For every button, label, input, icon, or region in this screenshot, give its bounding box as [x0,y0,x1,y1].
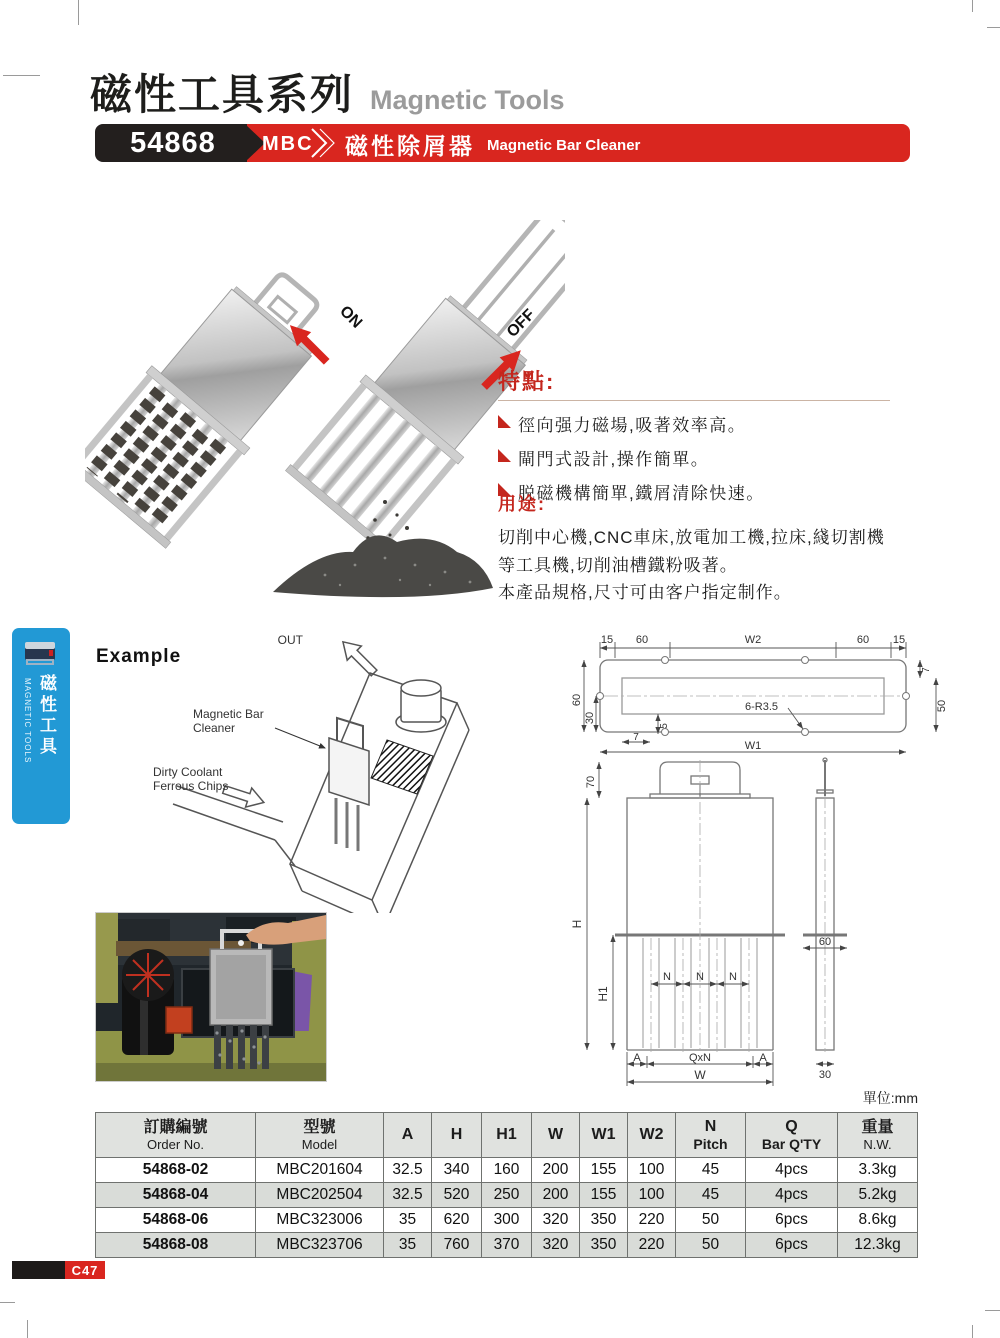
table-row: 54868-02 MBC201604 32.5 340 160 200 155 100 45 4pcs 3.3kg [96,1158,918,1183]
col-h: H [432,1113,482,1158]
sidebar-tab-label-cjk: 磁性工具 [37,674,56,758]
page-header [90,62,565,122]
table-row: 54868-08 MBC323706 35 760 370 320 350 220 50 6pcs 12.3kg [96,1233,918,1258]
col-h1: H1 [482,1113,532,1158]
dim-w2: W2 [744,634,762,646]
coolant-trough [290,673,469,913]
dim-w: W [694,1068,706,1082]
inflow-chute [173,786,295,866]
pitch-n2: N [696,971,704,983]
table-row: 54868-04 MBC202504 32.5 520 250 200 155 100 45 4pcs 5.2kg [96,1183,918,1208]
cleaner-label-line2: Cleaner [193,721,236,735]
dim-right-7: 7 [921,667,932,673]
feature-text: 脱磁機構簡單,鐵屑清除快速。 [518,484,765,503]
example-diagram [135,618,495,913]
usage-text-1: 切削中心機,CNC車床,放電加工機,拉床,綫切割機等工具機,切削油槽鐵粉吸著。 [498,528,885,575]
usage-section [498,490,902,607]
out-arrow-icon [336,635,381,680]
dim-70: 70 [585,775,597,789]
triangle-bullet-icon [498,449,511,462]
drawing-front-side-view [565,752,960,1097]
dim-60-right: 60 [856,634,870,646]
dim-15-right: 15 [892,634,906,646]
footer-bar [12,1261,65,1279]
dim-a-left: A [633,1052,641,1064]
inflow-label-line1: Dirty Coolant [153,765,223,779]
hole-note: 6-R3.5 [745,701,779,713]
crop-mark [987,27,1000,28]
product-name-cjk: 磁性除屑器 [345,133,475,159]
dim-left-30: 30 [584,711,596,725]
dim-side-60: 60 [818,936,832,948]
dim-60-left: 60 [635,634,649,646]
table-header-row [96,1113,918,1158]
series-code: MBC [262,133,314,155]
page-title-en: Magnetic Tools [370,85,565,115]
sidebar-tab-label-en: MAGNETIC TOOLS [23,678,32,764]
sidebar-tab-magnetic-tools[interactable] [12,628,70,824]
page-number-badge [65,1261,105,1279]
feature-text: 徑向强力磁場,吸著效率高。 [518,416,747,435]
dim-qxn: QxN [689,1052,711,1064]
features-divider [498,400,890,401]
off-label: OFF [503,306,539,341]
feature-item [498,411,890,436]
dim-right-50: 50 [936,699,948,713]
col-model: 型號 Model [256,1113,384,1158]
crop-mark [78,0,79,25]
features-heading: 特點: [498,369,556,394]
cleaner-label-line1: Magnetic Bar [193,707,264,721]
product-illustration [85,220,565,615]
usage-text-2: 本產品規格,尺寸可由客户指定制作。 [498,583,792,603]
dim-bot-7: 7 [633,732,639,743]
triangle-bullet-icon [498,415,511,428]
usage-heading: 用途: [498,494,546,514]
product-name-en: Magnetic Bar Cleaner [487,137,641,154]
col-w2: W2 [628,1113,676,1158]
dim-15-left: 15 [600,634,614,646]
sidebar-tab-texts [23,674,59,763]
filter-screen [371,740,433,794]
page-title-cjk: 磁性工具系列 [90,71,355,118]
dim-w1: W1 [744,740,762,752]
cleaner-in-trough [329,718,369,851]
col-a: A [384,1113,432,1158]
drawing-top-view [570,630,948,758]
col-q-bar-qty: Q Bar Q'TY [746,1113,838,1158]
crop-mark [3,75,40,76]
dim-bot-5: 5 [659,723,670,729]
dim-left-60: 60 [571,693,583,707]
crop-mark [985,1310,1000,1311]
pump-illustration [396,680,446,732]
table-row: 54868-06 MBC323006 35 620 300 320 350 220 50 6pcs 8.6kg [96,1208,918,1233]
inflow-label-line2: Ferrous Chips [153,779,229,793]
dim-h: H [570,919,584,929]
feature-item [498,445,890,470]
crop-mark [0,1302,15,1303]
spec-table [95,1112,918,1258]
col-order: 訂購編號 Order No. [96,1113,256,1158]
feature-text: 閘門式設計,操作簡單。 [518,450,710,469]
chip-pile [273,535,493,597]
crop-mark [972,0,973,12]
out-label: OUT [277,633,303,647]
page-number: C47 [71,1262,99,1278]
dim-h1: H1 [596,986,610,1002]
order-number: 54868 [130,127,216,159]
unit-note: 單位:mm [862,1090,918,1106]
cleaner-on-illustration [85,247,350,548]
col-weight: 重量 N.W. [838,1113,918,1158]
dim-a-right: A [759,1052,767,1064]
example-heading: Example [96,646,182,667]
pitch-n3: N [729,971,737,983]
col-w1: W1 [580,1113,628,1158]
pitch-n1: N [663,971,671,983]
magnetic-tool-thumbnail-icon [19,636,63,668]
on-label: ON [336,302,366,332]
col-n-pitch: N Pitch [676,1113,746,1158]
dim-side-30: 30 [818,1069,832,1081]
application-photo [95,912,327,1082]
col-w: W [532,1113,580,1158]
crop-mark [972,1325,973,1338]
chevron-icon [308,127,340,159]
crop-mark [27,1320,28,1338]
